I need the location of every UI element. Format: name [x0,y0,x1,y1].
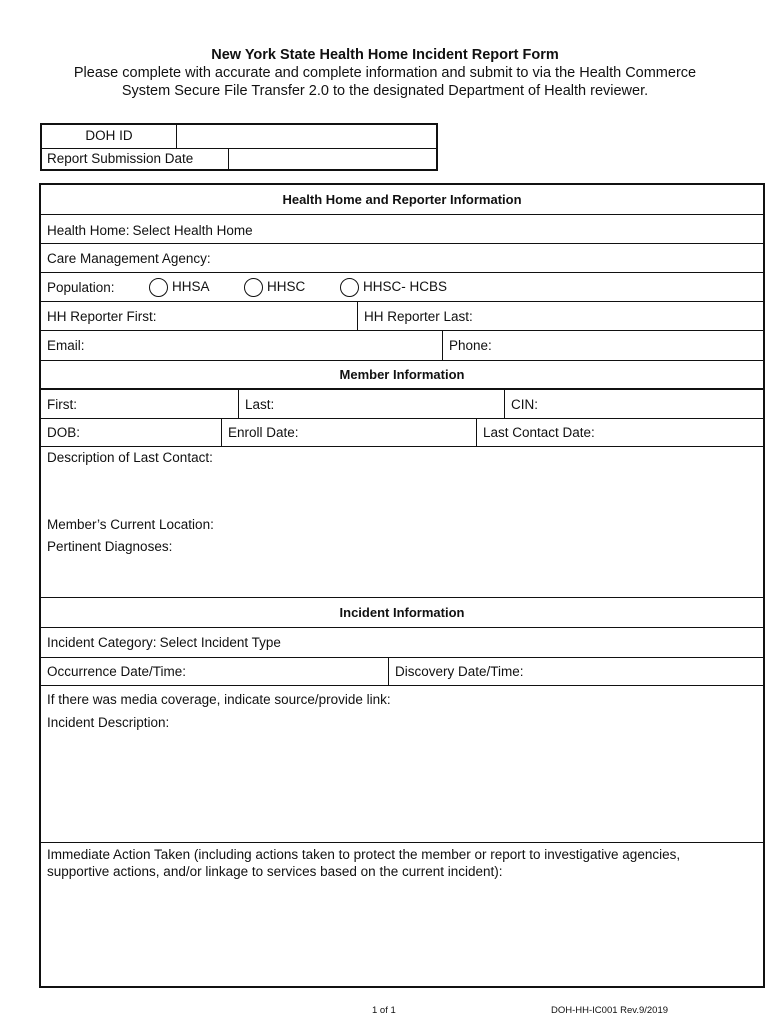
enroll-date-label: Enroll Date: [228,425,299,440]
member-name-row [41,390,763,419]
population-option-hhsa[interactable]: HHSA [149,277,210,297]
member-last-label: Last: [245,397,275,412]
care-agency-input[interactable] [221,248,759,270]
section-health-home [41,185,763,215]
care-agency-label: Care Management Agency: [47,251,211,266]
page-number: 1 of 1 [372,1005,396,1016]
incident-description-row [41,712,763,843]
submission-date-input[interactable] [230,148,436,171]
immediate-action-label: Immediate Action Taken (including actions taken to protect the member or report to investigative agencies, supportive actions, and/or linkage to services based on the current incident): [47,847,681,879]
health-home-label: Health Home: [47,223,130,238]
media-coverage-row [41,686,763,712]
current-location-label: Member’s Current Location: [47,517,214,532]
diagnoses-input[interactable] [45,558,759,598]
health-home-row [41,215,763,244]
care-agency-row [41,244,763,273]
radio-circle[interactable] [244,278,263,297]
population-option-hhsc-hcbs[interactable]: HHSC- HCBS [340,277,447,297]
incident-category-label: Incident Category: [47,635,157,650]
reporter-last-label: HH Reporter Last: [364,309,473,324]
population-option-hhsc[interactable]: HHSC [244,277,305,297]
submission-date-label: Report Submission Date [42,148,229,171]
member-dates-row [41,419,763,447]
immediate-action-row [41,843,763,986]
doh-id-label: DOH ID [42,125,177,148]
last-contact-description-label: Description of Last Contact: [47,450,213,465]
member-first-label: First: [47,397,77,412]
section-heading: Incident Information [339,605,465,620]
reporter-first-label: HH Reporter First: [47,309,157,324]
incident-form [39,183,765,988]
media-coverage-label: If there was media coverage, indicate source/provide link: [47,692,391,707]
last-contact-date-label: Last Contact Date: [483,425,595,440]
incident-description-label: Incident Description: [47,715,170,730]
reporter-row [41,302,763,331]
form-title: New York State Health Home Incident Report Form [211,47,559,63]
population-row [41,273,763,302]
diagnoses-row [41,536,763,598]
contact-row [41,331,763,361]
incident-description-input[interactable] [45,734,759,843]
instruction-line-1: Please complete with accurate and complete information and submit to via the Health Commerce [73,65,697,81]
immediate-action-input[interactable] [45,885,759,984]
dob-label: DOB: [47,425,81,440]
phone-label: Phone: [449,338,492,353]
last-contact-description-row [41,447,763,513]
radio-circle[interactable] [149,278,168,297]
population-label: Population: [47,280,115,295]
radio-circle[interactable] [340,278,359,297]
cin-label: CIN: [511,397,538,412]
incident-dates-row [41,658,763,686]
submission-date-row [42,148,436,171]
doh-id-row [42,125,436,149]
occurrence-label: Occurrence Date/Time: [47,664,187,679]
form-code: DOH-HH-IC001 Rev.9/2019 [551,1005,669,1016]
form-header [0,46,770,100]
diagnoses-label: Pertinent Diagnoses: [47,539,173,554]
section-incident [41,598,763,628]
incident-category-row [41,628,763,658]
last-contact-description-input[interactable] [45,469,759,513]
section-heading: Health Home and Reporter Information [282,192,522,207]
current-location-row [41,513,763,536]
section-member [41,361,763,390]
incident-category-select[interactable]: Select Incident Type [159,635,281,650]
instruction-line-2: System Secure File Transfer 2.0 to the designated Department of Health reviewer. [121,83,649,99]
doh-id-input[interactable] [178,125,436,148]
health-home-select[interactable]: Select Health Home [132,223,253,238]
doh-id-box [40,123,438,171]
email-label: Email: [47,338,85,353]
discovery-label: Discovery Date/Time: [395,664,524,679]
section-heading: Member Information [339,367,465,382]
